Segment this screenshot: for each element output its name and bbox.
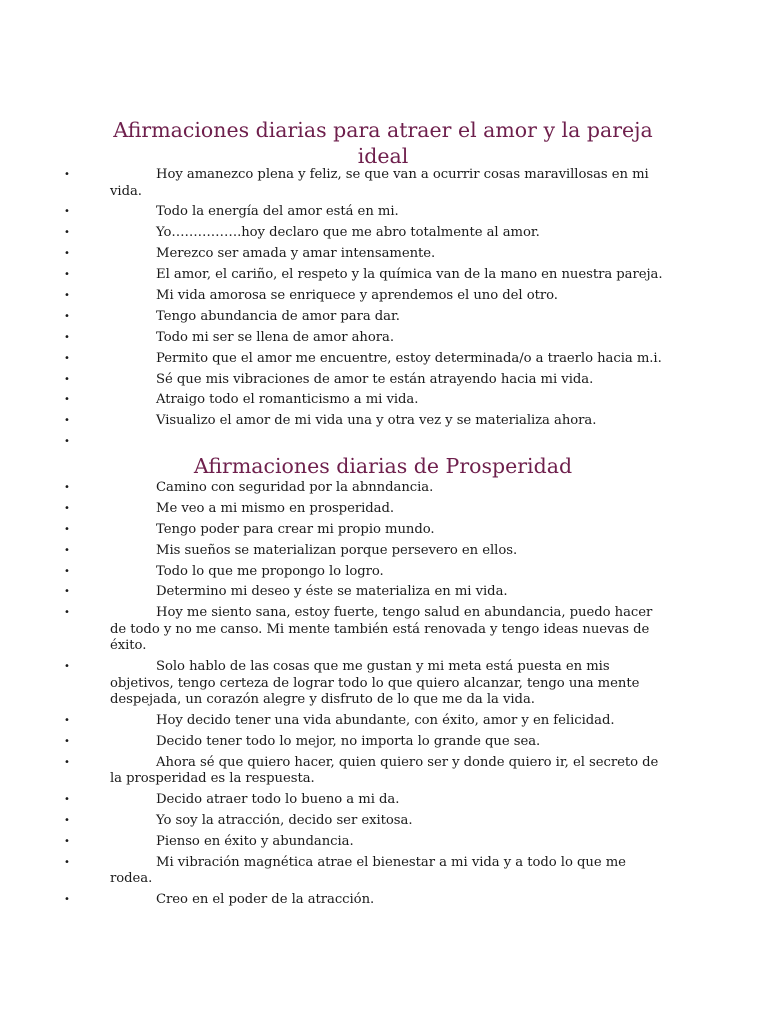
bullet-icon: • bbox=[64, 815, 70, 827]
bullet-icon: • bbox=[64, 394, 70, 406]
affirmation-text: Decido atraer todo lo bueno a mi da. bbox=[156, 792, 400, 808]
bullet-icon: • bbox=[64, 415, 70, 427]
affirmation-text: Todo la energía del amor está en mi. bbox=[156, 204, 399, 220]
list-item bbox=[64, 371, 666, 389]
list-item bbox=[64, 392, 666, 409]
bullet-icon: • bbox=[64, 794, 70, 806]
love-affirmations-list bbox=[64, 167, 666, 455]
bullet-icon: • bbox=[64, 836, 70, 848]
bullet-icon: • bbox=[64, 756, 70, 768]
bullet-icon: • bbox=[64, 227, 70, 239]
affirmation-text: Merezco ser amada y amar intensamente. bbox=[156, 246, 436, 262]
bullet-icon: • bbox=[64, 661, 70, 673]
bullet-icon: • bbox=[64, 502, 70, 514]
bullet-icon: • bbox=[64, 482, 70, 493]
affirmation-text: Mi vibración magnética atrae el bienestar a mi vida y a todo lo que me rodea. bbox=[110, 854, 626, 887]
bullet-icon: • bbox=[64, 373, 70, 385]
bullet-icon: • bbox=[64, 289, 70, 301]
list-item bbox=[64, 563, 666, 581]
bullet-icon: • bbox=[64, 436, 70, 448]
list-item bbox=[64, 267, 666, 284]
list-item bbox=[64, 350, 666, 368]
affirmation-text: Visualizo el amor de mi vida una y otra vez y se materializa ahora. bbox=[156, 413, 597, 429]
affirmation-text: Creo en el poder de la atracción. bbox=[156, 892, 375, 908]
affirmation-text: Mi vida amorosa se enriquece y aprendemos el uno del otro. bbox=[156, 287, 558, 303]
list-item bbox=[64, 521, 666, 539]
bullet-icon: • bbox=[64, 856, 70, 868]
bullet-icon: • bbox=[64, 715, 70, 727]
list-item bbox=[64, 813, 666, 830]
bullet-icon: • bbox=[64, 586, 70, 598]
affirmation-text: Mis sueños se materializan porque persevero en ellos. bbox=[156, 542, 518, 558]
affirmation-text: Todo lo que me propongo lo logro. bbox=[156, 563, 384, 579]
affirmation-text: Ahora sé que quiero hacer, quien quiero ser y donde quiero ir, el secreto de la prosperidad es la respuesta. bbox=[110, 754, 659, 787]
affirmation-text: Decido tener todo lo mejor, no importa lo grande que sea. bbox=[156, 734, 541, 750]
bullet-icon: • bbox=[64, 894, 70, 906]
bullet-icon: • bbox=[64, 736, 70, 748]
affirmation-text: Determino mi deseo y éste se materializa en mi vida. bbox=[156, 584, 508, 600]
bullet-icon: • bbox=[64, 607, 70, 619]
empty-list-item bbox=[64, 434, 666, 451]
list-item bbox=[64, 792, 666, 809]
bullet-icon: • bbox=[64, 523, 70, 535]
prosperity-affirmations-list bbox=[64, 480, 666, 913]
affirmation-text: Yo…………….hoy declaro que me abro totalmente al amor. bbox=[156, 225, 540, 241]
bullet-icon: • bbox=[64, 169, 70, 180]
bullet-icon: • bbox=[64, 269, 70, 281]
list-item bbox=[64, 734, 666, 751]
bullet-icon: • bbox=[64, 331, 70, 343]
affirmation-text: El amor, el cariño, el respeto y la química van de la mano en nuestra pareja. bbox=[156, 267, 663, 283]
list-item bbox=[64, 329, 666, 347]
bullet-icon: • bbox=[64, 565, 70, 577]
affirmation-text: Me veo a mi mismo en prosperidad. bbox=[156, 500, 394, 516]
list-item bbox=[64, 754, 666, 788]
affirmation-text: Camino con seguridad por la abnndancia. bbox=[156, 480, 434, 495]
affirmation-text: Tengo poder para crear mi propio mundo. bbox=[156, 521, 435, 537]
affirmation-text: Hoy amanezco plena y feliz, se que van a ocurrir cosas maravillosas en mi vida. bbox=[110, 167, 649, 199]
affirmation-text: Hoy me siento sana, estoy fuerte, tengo salud en abundancia, puedo hacer de todo y no me canso. Mi mente también está renovada y tengo ideas nuevas de éxito. bbox=[110, 605, 653, 654]
bullet-icon: • bbox=[64, 544, 70, 556]
list-item bbox=[64, 204, 666, 221]
list-item bbox=[64, 659, 666, 709]
list-item bbox=[64, 854, 666, 888]
section-title-prosperity: Afirmaciones diarias de Prosperidad bbox=[193, 454, 573, 478]
bullet-icon: • bbox=[64, 206, 70, 218]
affirmation-text: Yo soy la atracción, decido ser exitosa. bbox=[156, 813, 413, 829]
affirmation-text: Permito que el amor me encuentre, estoy determinada/o a traerlo hacia m.i. bbox=[156, 350, 662, 366]
list-item bbox=[64, 584, 666, 601]
affirmation-text: Atraigo todo el romanticismo a mi vida. bbox=[156, 392, 419, 408]
list-item bbox=[64, 287, 666, 305]
affirmation-text: Sé que mis vibraciones de amor te están atrayendo hacia mi vida. bbox=[156, 371, 594, 387]
list-item bbox=[64, 308, 666, 326]
list-item bbox=[64, 500, 666, 518]
list-item bbox=[64, 892, 666, 909]
list-item bbox=[64, 225, 666, 242]
affirmation-text: Pienso en éxito y abundancia. bbox=[156, 834, 354, 850]
affirmation-text: Solo hablo de las cosas que me gustan y mi meta está puesta en mis objetivos, tengo certeza de lograr todo lo que quiero alcanzar, tengo una mente despejada, un corazón alegre y disfruto de lo que me da la vida. bbox=[110, 659, 640, 708]
affirmation-text: Todo mi ser se llena de amor ahora. bbox=[156, 329, 394, 345]
affirmation-text: Tengo abundancia de amor para dar. bbox=[156, 308, 400, 324]
bullet-icon: • bbox=[64, 352, 70, 364]
list-item bbox=[64, 413, 666, 430]
list-item bbox=[64, 246, 666, 263]
list-item bbox=[64, 834, 666, 851]
list-item bbox=[64, 605, 666, 655]
list-item bbox=[64, 713, 666, 730]
bullet-icon: • bbox=[64, 310, 70, 322]
bullet-icon: • bbox=[64, 248, 70, 260]
section-title-love: Afirmaciones diarias para atraer el amor y la pareja ideal bbox=[113, 118, 653, 168]
list-item bbox=[64, 167, 666, 200]
list-item bbox=[64, 480, 666, 497]
list-item bbox=[64, 542, 666, 560]
affirmation-text: Hoy decido tener una vida abundante, con éxito, amor y en felicidad. bbox=[156, 713, 615, 729]
